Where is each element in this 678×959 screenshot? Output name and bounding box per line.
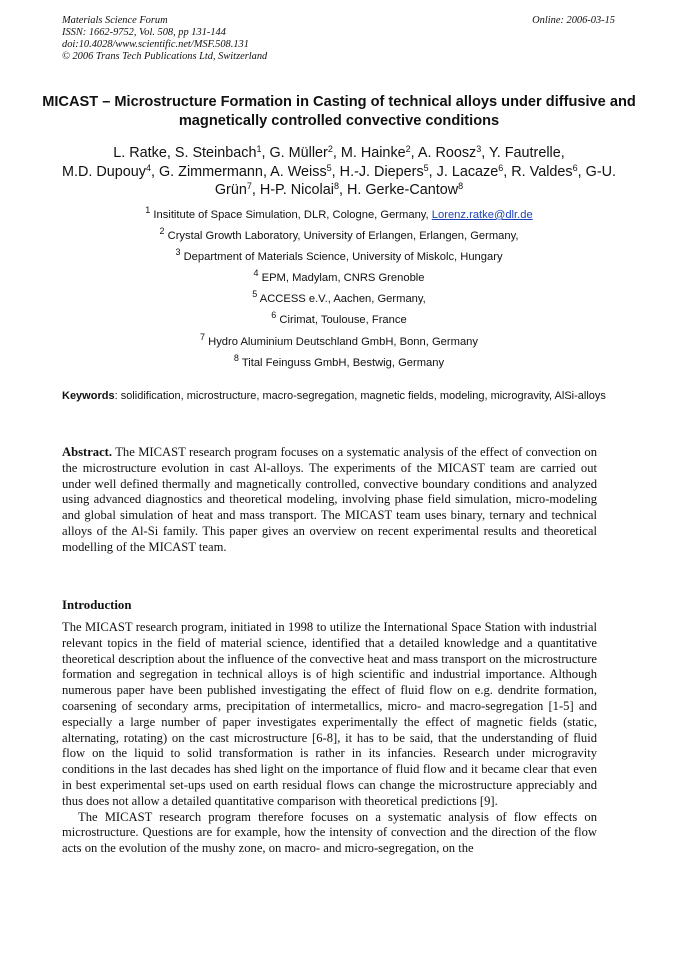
journal-name: Materials Science Forum [62,15,168,26]
affiliation: $^5$ ACCESS e.V., Aachen, Germany, [252,289,426,306]
author-list: L. Ratke, S. Steinbach$^1$, G. Müller$^2$, M. Hainke$^2$, A. Roosz$^3$, Y. Fautrelle, M.D. Dupouy$^4$, G. Zimmermann, A. Weiss$^5$, H.-J. Diepers$^5$, J. Lacaze$^6$, R. Valdes$^6$, G-U. Grün$^7$, H-P. Nicolai$^8$, H. Gerke-Cantow$^8$ [61,144,617,198]
abstract [62,445,597,556]
paragraph: The MICAST research program, initiated in 1998 to utilize the International Space Station with industrial relevant topics in the field of material science, identified that a detailed knowledge and a quantitative theoretical description about the influence of the convective heat and mass transport on the microstructure formation and segregation in technical alloys is of high scientific and industrial importance. Although numerous paper have been published investigating the effect of fluid flow on e.g. dendrite formation, coarsening of secondary arms, precipitation of intermetallics, micro- and macro-segregation [1-5] and especially a large number of paper investigates experimentally the effect of magnetic fields (static, alternating, rotating) on the cast microstructure [6-8], it has to be said, that the understanding of fluid flow on the liquid to solid transformation is rather in its infancies. Research under microgravity conditions in the last decades has shed light on the importance of fluid flow and it became clear that even in best experimental set-ups used on earth residual flows can change the microstructure appreciably and thus does not allow a detailed quantitative comparison with theoretical predictions [9]. [62,620,597,808]
online-date: Online: 2006-03-15 [532,15,615,26]
author: H-P. Nicolai$^8$ [259,181,339,198]
author: A. Weiss$^5$ [270,162,332,180]
journal-header [62,15,462,63]
affiliation: $^4$ EPM, Madylam, CNRS Grenoble [253,268,425,285]
issn-line: ISSN: 1662-9752, Vol. 508, pp 131-144 [62,27,226,38]
author: H. Gerke-Cantow$^8$ [346,181,464,198]
keywords-text: : solidification, microstructure, macro-segregation, magnetic fields, modeling, microgravity, AlSi-alloys [114,390,606,402]
paper-title: MICAST – Microstructure Formation in Casting of technical alloys under diffusive and magnetically controlled convective conditions [42,94,636,129]
affiliation: $^8$ Tital Feinguss GmbH, Bestwig, Germany [233,352,445,369]
abstract-text: The MICAST research program focuses on a systematic analysis of the effect of convection on the microstructure evolution in cast Al-alloys. The experiments of the MICAST team are carried out under well defined thermally and magnetically controlled, convective boundary conditions and analyzed using advanced diagnostics and theoretical modeling, involving phase field simulation, micro-modeling and global simulation of heat and mass transport. The MICAST team uses binary, ternary and technical alloys of the Al-Si family. This paper gives an overview on recent experimental results and theoretical modelling of the MICAST team. [62,445,597,554]
author: L. Ratke [113,145,167,161]
affiliation-list [40,205,638,374]
author: J. Lacaze$^6$ [436,162,504,180]
email-link[interactable]: Lorenz.ratke@dlr.de [431,209,533,221]
affiliation: $^7$ Hydro Aluminium Deutschland GmbH, Bonn, Germany [200,331,478,348]
author: M. Hainke$^2$ [340,144,411,161]
paragraph: The MICAST research program therefore focuses on a systematic analysis of flow effects on microstructure. Questions are for example, how the intensity of convection and the direction of the flow acts on the evolution of the mushy zone, on macro- and micro-segregation, on the [62,809,597,856]
author: R. Valdes$^6$ [511,162,578,180]
author: G. Zimmermann [158,163,263,180]
doi-line: doi:10.4028/www.scientific.net/MSF.508.131 [62,39,249,50]
affiliation: $^3$ Department of Materials Science, University of Miskolc, Hungary [175,247,503,264]
author: G-U. Grün$^7$ [214,163,617,198]
author: S. Steinbach$^1$ [174,144,262,161]
author: H.-J. Diepers$^5$ [339,162,429,180]
author: A. Roosz$^3$ [417,144,482,161]
introduction-body [62,620,597,857]
author: Y. Fautrelle [489,145,561,161]
author: M.D. Dupouy$^4$ [61,162,151,180]
keywords-label: Keywords [62,390,115,402]
copyright-line: © 2006 Trans Tech Publications Ltd, Switzerland [62,51,268,62]
keywords [62,389,618,403]
section-heading: Introduction [62,598,132,612]
affiliation: $^2$ Crystal Growth Laboratory, University of Erlangen, Erlangen, Germany, [159,226,519,243]
abstract-label: Abstract. [62,445,113,459]
affiliation: $^6$ Cirimat, Toulouse, France [271,310,407,327]
author: G. Müller$^2$ [269,144,333,161]
affiliation: $^1$ Insititute of Space Simulation, DLR, Cologne, Germany, Lorenz.ratke@dlr.de [145,205,533,221]
